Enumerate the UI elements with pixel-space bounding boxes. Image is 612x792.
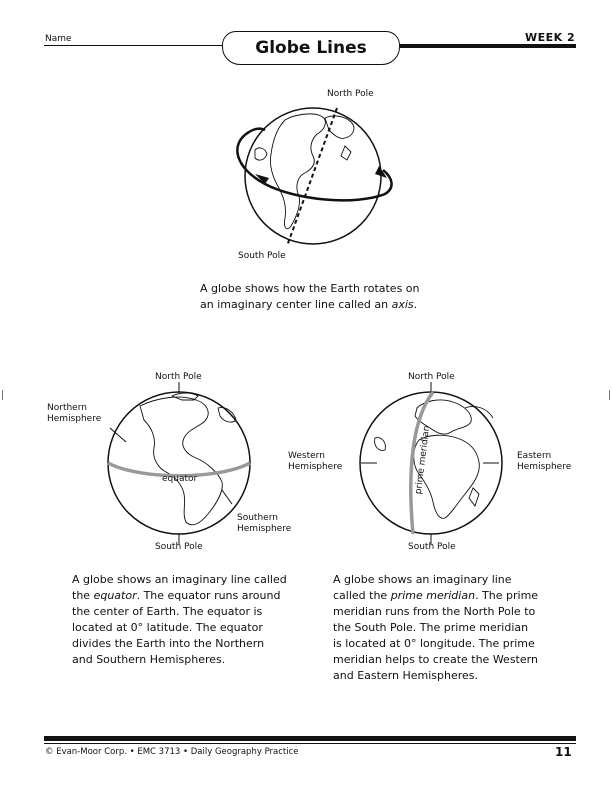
figure1-south-pole-label: South Pole: [238, 251, 286, 261]
figure3-caption-line5: is located at 0° longitude. The prime: [333, 637, 535, 650]
margin-mark-right: [609, 390, 610, 400]
axis-term: axis: [391, 298, 414, 311]
prime-meridian-term: prime meridian: [390, 589, 476, 602]
page-title-text: Globe Lines: [255, 38, 367, 58]
figure2-caption-line1: A globe shows an imaginary line called: [72, 573, 287, 586]
southern-hemisphere-label-line1: Southern: [237, 513, 278, 523]
name-label: Name: [45, 34, 72, 44]
footer-rule-thin: [44, 743, 576, 744]
figure2-caption-fragment: . The equator runs around: [136, 589, 281, 602]
prime-meridian-label: prime meridian: [413, 425, 433, 495]
northern-hemisphere-label-line1: Northern: [47, 403, 87, 413]
figure3-caption-line4: the South Pole. The prime meridian: [333, 621, 529, 634]
figure2-caption-line4: located at 0° latitude. The equator: [72, 621, 263, 634]
figure3-caption: [333, 572, 583, 684]
figure2-caption-line5: divides the Earth into the Northern: [72, 637, 265, 650]
figure1-north-pole-label: North Pole: [327, 89, 374, 99]
figure2-caption-line6: and Southern Hemispheres.: [72, 653, 226, 666]
globe-axis-figure: [225, 100, 405, 260]
northern-hemisphere-label-line2: Hemisphere: [47, 414, 102, 424]
figure3-caption-line3: meridian runs from the North Pole to: [333, 605, 536, 618]
figure3-caption-line6: meridian helps to create the Western: [333, 653, 538, 666]
figure3-caption-fragment: called the: [333, 589, 391, 602]
globe-prime-meridian-figure: [355, 378, 505, 548]
globe-outline: [108, 392, 250, 534]
header-rule: [400, 44, 576, 48]
name-line: [44, 45, 222, 46]
footer-credit: © Evan-Moor Corp. • EMC 3713 • Daily Geography Practice: [45, 747, 299, 757]
figure2-caption: [72, 572, 302, 668]
figure2-caption-fragment: the: [72, 589, 94, 602]
equator-term: equator: [93, 589, 137, 602]
footer-rule: [44, 736, 576, 741]
figure1-caption-period: .: [413, 298, 418, 311]
figure3-caption-line2: [333, 588, 583, 604]
figure3-caption-line7: and Eastern Hemispheres.: [333, 669, 479, 682]
western-hemisphere-label-line1: Western: [288, 451, 325, 461]
figure2-caption-line3: the center of Earth. The equator is: [72, 605, 263, 618]
margin-mark-left: [2, 390, 3, 400]
southern-hemisphere-label-line2: Hemisphere: [237, 524, 292, 534]
page-title: [222, 31, 400, 65]
western-hemisphere-label-line2: Hemisphere: [288, 462, 343, 472]
eastern-hemisphere-label-line2: Hemisphere: [517, 462, 572, 472]
figure2-caption-line2: [72, 588, 302, 604]
page-number: 11: [555, 745, 572, 759]
figure2-north-pole-label: North Pole: [155, 372, 202, 382]
figure3-caption-line1: A globe shows an imaginary line: [333, 573, 512, 586]
figure2-south-pole-label: South Pole: [155, 542, 203, 552]
figure1-caption-text: an imaginary center line called an: [200, 298, 392, 311]
figure1-caption-line1: A globe shows how the Earth rotates on: [200, 282, 420, 295]
globe-outline: [360, 392, 502, 534]
figure3-north-pole-label: North Pole: [408, 372, 455, 382]
week-label: WEEK 2: [525, 31, 576, 44]
figure3-caption-fragment: . The prime: [475, 589, 539, 602]
figure3-south-pole-label: South Pole: [408, 542, 456, 552]
eastern-hemisphere-label-line1: Eastern: [517, 451, 552, 461]
equator-label: equator: [162, 474, 198, 484]
figure1-caption-line2: [200, 297, 417, 313]
